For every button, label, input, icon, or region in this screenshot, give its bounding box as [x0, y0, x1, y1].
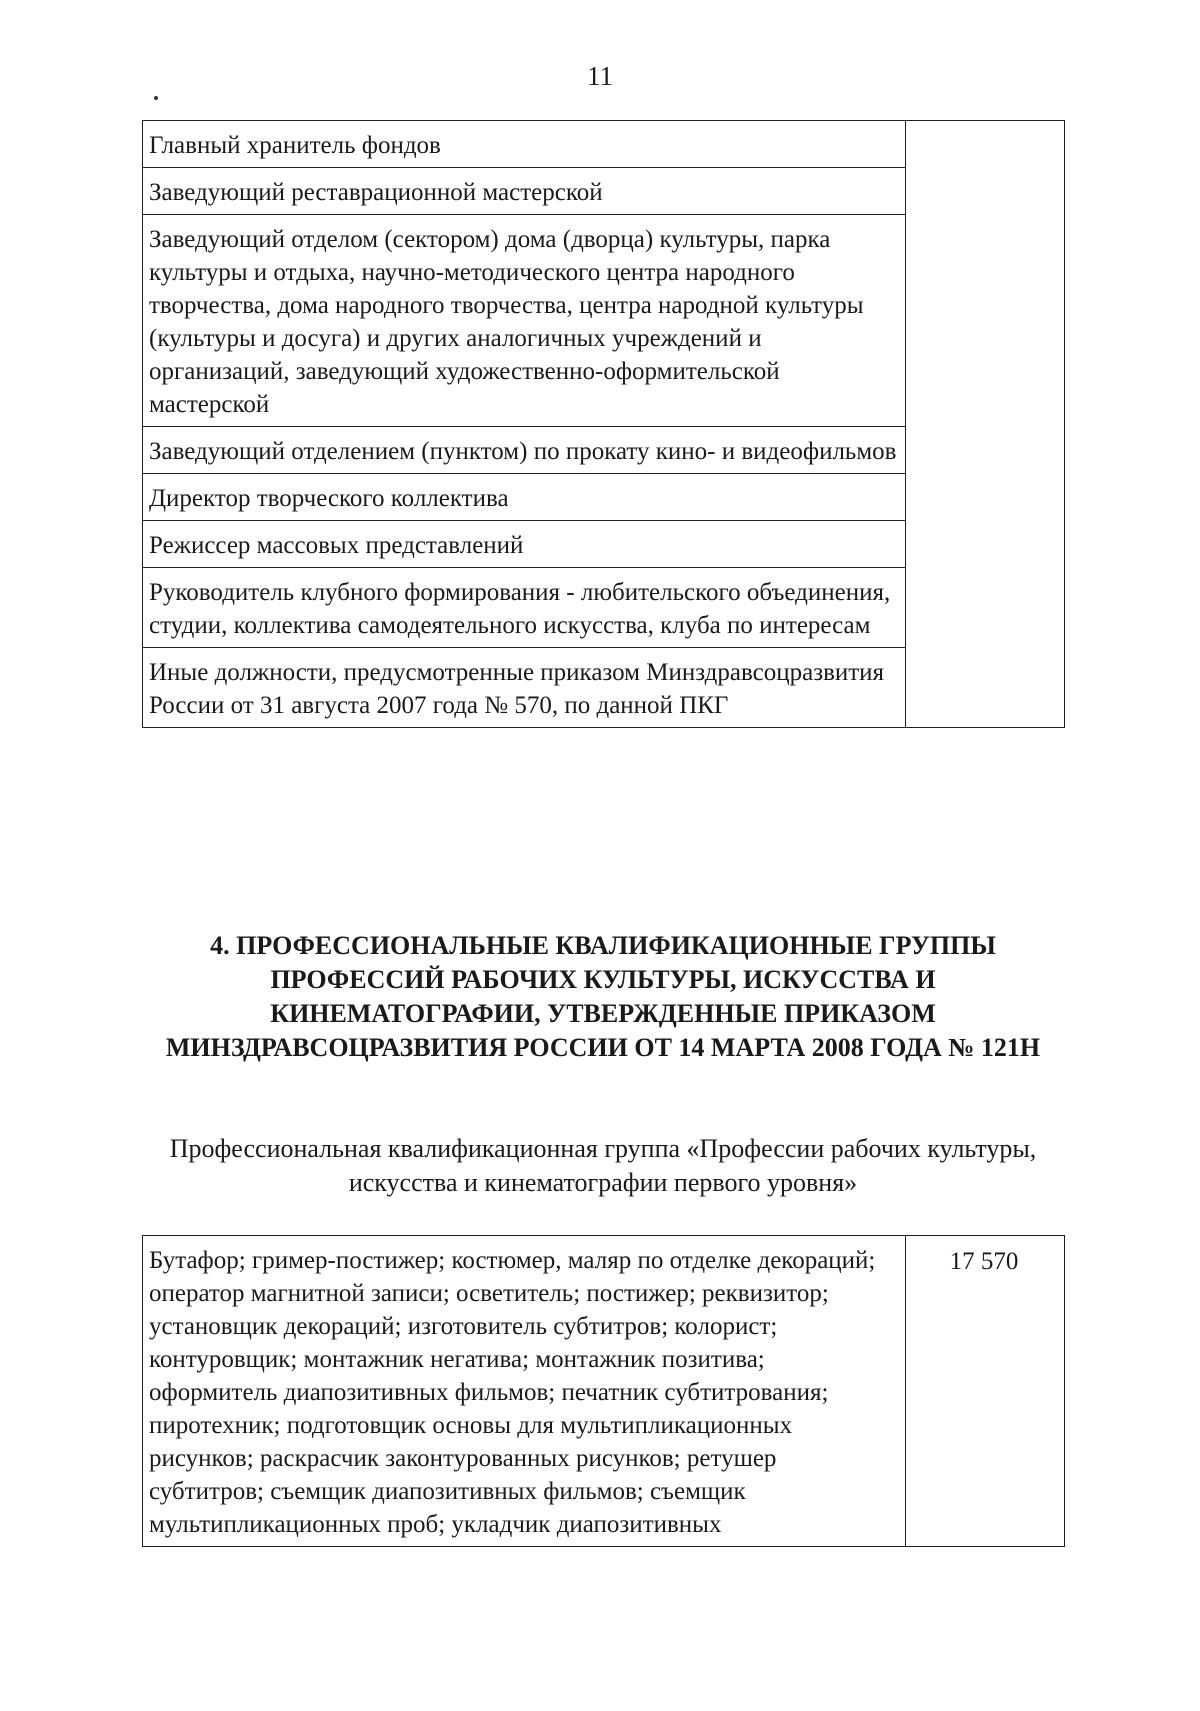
positions-table — [142, 120, 1065, 728]
table-row — [143, 1236, 1065, 1547]
position-cell: Заведующий отделением (пунктом) по прокату кино- и видеофильмов — [143, 427, 906, 474]
salary-value: 17 570 — [906, 1236, 1065, 1547]
page-number: 11 — [587, 61, 613, 91]
position-cell: Главный хранитель фондов — [143, 121, 906, 168]
professions-table — [142, 1235, 1065, 1547]
section-heading: 4. ПРОФЕССИОНАЛЬНЫЕ КВАЛИФИКАЦИОННЫЕ ГРУППЫ ПРОФЕССИЙ РАБОЧИХ КУЛЬТУРЫ, ИСКУССТВА И КИНЕМАТОГРАФИИ, УТВЕРЖДЕННЫЕ ПРИКАЗОМ МИНЗДРАВСОЦРАЗВИТИЯ РОССИИ ОТ 14 МАРТА 2008 ГОДА № 121Н — [165, 931, 1041, 1062]
salary-cell-empty — [906, 121, 1065, 728]
professions-cell: Бутафор; гример-постижер; костюмер, маляр по отделке декораций; оператор магнитной записи; осветитель; постижер; реквизитор; установщик декораций; изготовитель субтитров; колорист; контуровщик; монтажник негатива; монтажник позитива; оформитель диапозитивных фильмов; печатник субтитрования; пиротехник; подготовщик основы для мультипликационных рисунков; раскрасчик законтурованных рисунков; ретушер субтитров; съемщик диапозитивных фильмов; съемщик мультипликационных проб; укладчик диапозитивных — [143, 1236, 906, 1547]
position-cell: Режиссер массовых представлений — [143, 521, 906, 568]
scan-speck — [154, 96, 158, 100]
position-cell: Директор творческого коллектива — [143, 474, 906, 521]
position-cell: Иные должности, предусмотренные приказом Минздравсоцразвития России от 31 августа 2007 года № 570, по данной ПКГ — [143, 648, 906, 728]
position-cell: Заведующий реставрационной мастерской — [143, 168, 906, 215]
table-row — [143, 121, 1065, 168]
position-cell: Заведующий отделом (сектором) дома (дворца) культуры, парка культуры и отдыха, научно-методического центра народного творчества, дома народного творчества, центра народной культуры (культуры и досуга) и других аналогичных учреждений и организаций, заведующий художественно-оформительской мастерской — [143, 215, 906, 427]
group-subheading: Профессиональная квалификационная группа «Профессии рабочих культуры, искусства и кинематографии первого уровня» — [169, 1134, 1037, 1197]
position-cell: Руководитель клубного формирования - любительского объединения, студии, коллектива самодеятельного искусства, клуба по интересам — [143, 568, 906, 648]
